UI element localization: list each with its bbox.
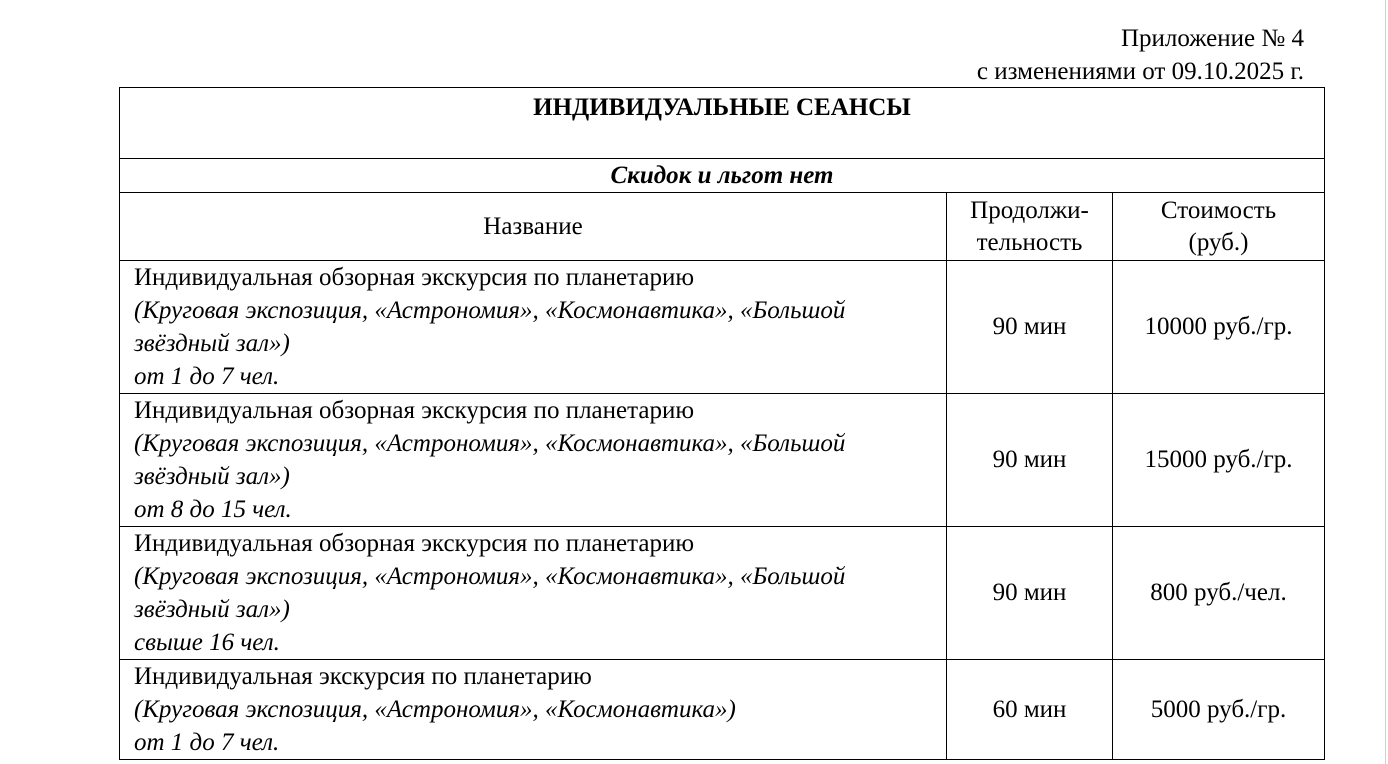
tour-price: 5000 руб./гр. bbox=[1113, 660, 1325, 760]
tour-duration: 90 мин bbox=[947, 261, 1113, 394]
tour-group-size: от 8 до 15 чел. bbox=[134, 496, 292, 523]
price-table bbox=[119, 87, 1325, 760]
header-duration-line1: Продолжи- bbox=[970, 196, 1089, 224]
appendix-header bbox=[977, 22, 1304, 88]
tour-name: Индивидуальная обзорная экскурсия по планетарию bbox=[134, 264, 694, 291]
tour-name: Индивидуальная обзорная экскурсия по планетарию bbox=[134, 397, 694, 424]
tour-name-cell bbox=[120, 660, 947, 760]
table-title-row bbox=[120, 88, 1325, 159]
tour-duration: 90 мин bbox=[947, 527, 1113, 660]
tour-price: 800 руб./чел. bbox=[1113, 527, 1325, 660]
header-duration-line2: тельность bbox=[976, 228, 1083, 256]
tour-group-size: от 1 до 7 чел. bbox=[134, 729, 280, 756]
page-edge-line bbox=[1385, 0, 1386, 764]
tour-group-size: от 1 до 7 чел. bbox=[134, 363, 280, 390]
table-row bbox=[120, 660, 1325, 760]
header-price bbox=[1113, 193, 1325, 261]
table-subtitle: Скидок и льгот нет bbox=[120, 159, 1325, 193]
tour-duration: 60 мин bbox=[947, 660, 1113, 760]
tour-name: Индивидуальная экскурсия по планетарию bbox=[134, 663, 592, 690]
header-name: Название bbox=[120, 193, 947, 261]
tour-price: 15000 руб./гр. bbox=[1113, 394, 1325, 527]
tour-details: (Круговая экспозиция, «Астрономия», «Космонавтика») bbox=[134, 696, 736, 723]
tour-name-cell bbox=[120, 527, 947, 660]
tour-group-size: свыше 16 чел. bbox=[134, 629, 280, 656]
table-row bbox=[120, 394, 1325, 527]
tour-name: Индивидуальная обзорная экскурсия по планетарию bbox=[134, 530, 694, 557]
table-row bbox=[120, 527, 1325, 660]
tour-name-cell bbox=[120, 261, 947, 394]
header-duration bbox=[947, 193, 1113, 261]
tour-details: (Круговая экспозиция, «Астрономия», «Космонавтика», «Большой звёздный зал») bbox=[134, 563, 846, 623]
appendix-number: Приложение № 4 bbox=[1120, 25, 1304, 52]
tour-details: (Круговая экспозиция, «Астрономия», «Космонавтика», «Большой звёздный зал») bbox=[134, 297, 846, 357]
header-price-line2: (руб.) bbox=[1188, 228, 1249, 256]
table-row bbox=[120, 261, 1325, 394]
table-title: ИНДИВИДУАЛЬНЫЕ СЕАНСЫ bbox=[120, 88, 1325, 159]
header-price-line1: Стоимость bbox=[1160, 196, 1277, 224]
tour-duration: 90 мин bbox=[947, 394, 1113, 527]
tour-name-cell bbox=[120, 394, 947, 527]
table-header-row bbox=[120, 193, 1325, 261]
tour-details: (Круговая экспозиция, «Астрономия», «Космонавтика», «Большой звёздный зал») bbox=[134, 430, 846, 490]
appendix-revision-date: с изменениями от 09.10.2025 г. bbox=[976, 58, 1304, 85]
tour-price: 10000 руб./гр. bbox=[1113, 261, 1325, 394]
table-subtitle-row bbox=[120, 159, 1325, 193]
